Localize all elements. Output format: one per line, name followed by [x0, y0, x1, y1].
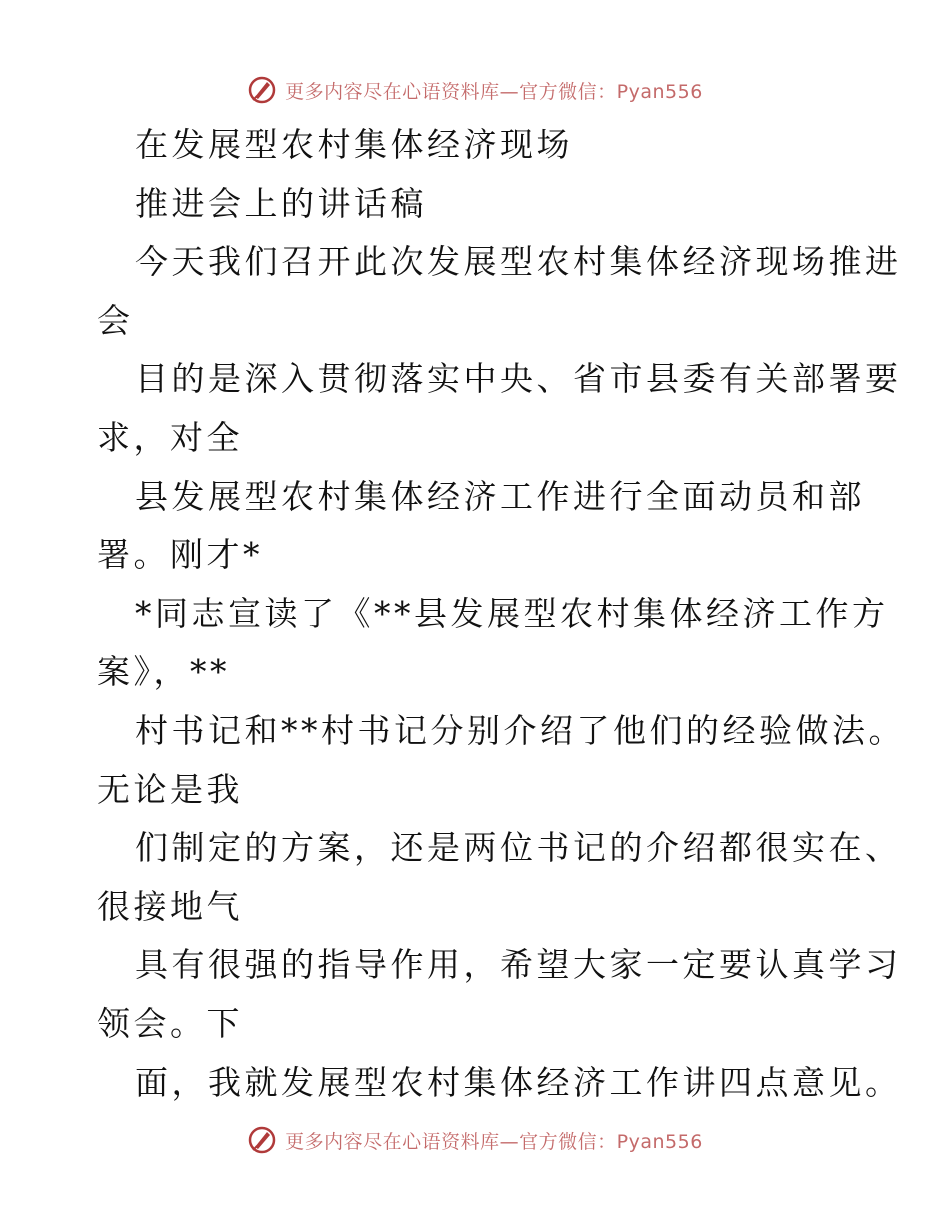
quill-pen-logo-icon [247, 1125, 277, 1155]
doc-line: 村书记和**村书记分别介绍了他们的经验做法。 [135, 710, 905, 750]
doc-line: 推进会上的讲话稿 [135, 183, 427, 223]
doc-line: 今天我们召开此次发展型农村集体经济现场推进 [135, 242, 902, 282]
doc-line: 无论是我 [97, 769, 243, 809]
banner-text: 更多内容尽在心语资料库—官方微信：Pyan556 [285, 80, 703, 103]
doc-line: 县发展型农村集体经济工作进行全面动员和部 [135, 476, 865, 516]
speech-document [97, 116, 905, 1112]
doc-line: 面，我就发展型农村集体经济工作讲四点意见。 [135, 1062, 902, 1102]
doc-line: 署。刚才* [97, 535, 263, 575]
doc-line: 案》，** [97, 652, 230, 692]
doc-line: 领会。下 [97, 1003, 243, 1043]
doc-line: 求，对全 [97, 417, 243, 457]
quill-pen-logo-icon [247, 75, 277, 105]
footer-banner [0, 1120, 950, 1160]
doc-line: 具有很强的指导作用，希望大家一定要认真学习 [135, 945, 902, 985]
header-banner [0, 70, 950, 110]
doc-line: 们制定的方案，还是两位书记的介绍都很实在、 [135, 828, 902, 868]
banner-text: 更多内容尽在心语资料库—官方微信：Pyan556 [285, 1130, 703, 1153]
doc-line: 会 [97, 300, 134, 340]
doc-line: *同志宣读了《**县发展型农村集体经济工作方 [135, 593, 889, 633]
doc-line: 在发展型农村集体经济现场 [135, 125, 573, 164]
doc-line: 目的是深入贯彻落实中央、省市县委有关部署要 [135, 359, 902, 399]
doc-line: 很接地气 [97, 886, 243, 926]
